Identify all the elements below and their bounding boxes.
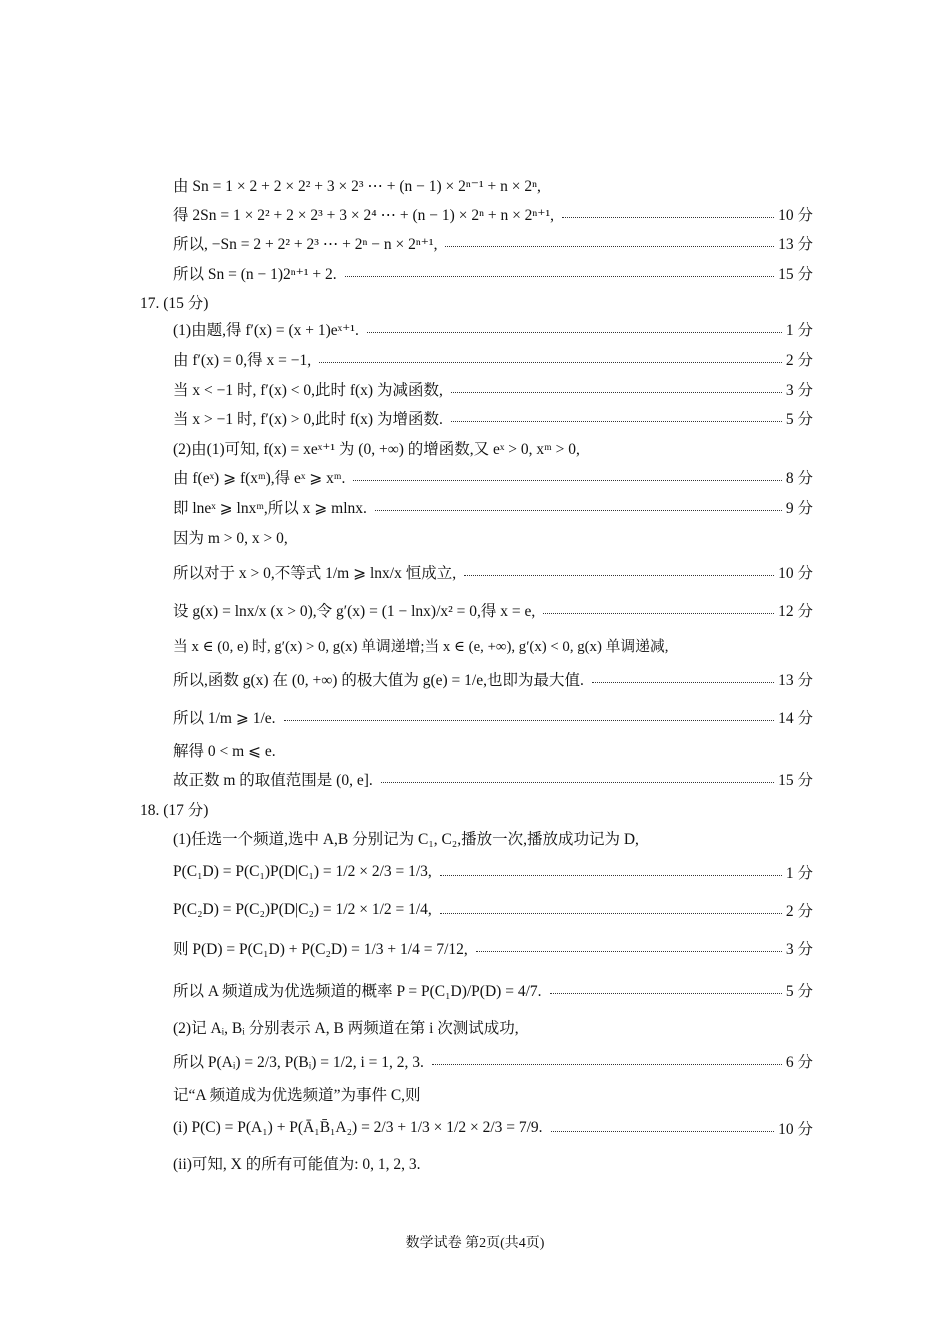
solution-line xyxy=(173,1111,813,1145)
solution-line xyxy=(173,376,813,402)
solution-line xyxy=(173,172,813,198)
score-label: 6 分 xyxy=(785,1054,813,1071)
score-label: 3 分 xyxy=(785,941,813,958)
line-text: 所以,函数 g(x) 在 (0, +∞) 的极大值为 g(e) = 1/e,也即为最大值. xyxy=(173,672,584,689)
score-label: 14 分 xyxy=(778,710,813,727)
dot-leader xyxy=(284,720,775,721)
line-text: 所以 A 频道成为优选频道的概率 P = P(C₁D)/P(D) = 4/7. xyxy=(173,983,542,1000)
solution-line xyxy=(173,201,813,227)
line-text: 当 x < −1 时, f′(x) < 0,此时 f(x) 为减函数, xyxy=(173,382,443,399)
line-text: 由 Sn = 1 × 2 + 2 × 2² + 3 × 2³ ⋯ + (n − 1) × 2ⁿ⁻¹ + n × 2ⁿ, xyxy=(173,178,541,195)
question-number: 17. (15 分) xyxy=(140,295,209,312)
solution-line xyxy=(173,464,813,490)
score-label: 13 分 xyxy=(778,672,813,689)
line-text: 由 f′(x) = 0,得 x = −1, xyxy=(173,352,312,369)
solution-line xyxy=(173,825,813,851)
solution-line xyxy=(173,893,813,927)
score-label: 15 分 xyxy=(778,266,813,283)
line-text: 所以 P(Aᵢ) = 2/3, P(Bᵢ) = 1/2, i = 1, 2, 3. xyxy=(173,1054,424,1071)
line-text: 记“A 频道成为优选频道”为事件 C,则 xyxy=(173,1087,421,1104)
score-label: 15 分 xyxy=(778,772,813,789)
dot-leader xyxy=(440,913,782,914)
score-label: 13 分 xyxy=(778,236,813,253)
solution-line xyxy=(173,346,813,372)
solution-line xyxy=(173,1014,813,1040)
dot-leader xyxy=(367,332,782,333)
score-label: 12 分 xyxy=(778,603,813,620)
solution-line xyxy=(173,632,813,658)
score-label: 10 分 xyxy=(778,207,813,224)
score-label: 1 分 xyxy=(785,865,813,882)
line-text: 所以, −Sn = 2 + 2² + 2³ ⋯ + 2ⁿ − n × 2ⁿ⁺¹, xyxy=(173,236,438,253)
dot-leader xyxy=(562,217,774,218)
solution-line xyxy=(173,662,813,696)
dot-leader xyxy=(476,951,782,952)
dot-leader xyxy=(432,1064,782,1065)
solution-line xyxy=(173,1081,813,1107)
score-label: 10 分 xyxy=(778,1121,813,1138)
solution-line xyxy=(173,855,813,889)
solution-line xyxy=(173,766,813,792)
score-label: 5 分 xyxy=(785,411,813,428)
score-label: 10 分 xyxy=(778,565,813,582)
solution-line xyxy=(173,405,813,431)
dot-leader xyxy=(440,875,782,876)
line-text: P(C₂D) = P(C₂)P(D|C₂) = 1/2 × 1/2 = 1/4, xyxy=(173,901,432,918)
dot-leader xyxy=(375,510,782,511)
dot-leader xyxy=(451,392,782,393)
line-text: 即 lneˣ ⩾ lnxᵐ,所以 x ⩾ mlnx. xyxy=(173,500,367,517)
dot-leader xyxy=(551,1131,775,1132)
line-text: 解得 0 < m ⩽ e. xyxy=(173,743,276,760)
line-text: (2)由(1)可知, f(x) = xeˣ⁺¹ 为 (0, +∞) 的增函数,又 eˣ > 0, xᵐ > 0, xyxy=(173,441,580,458)
dot-leader xyxy=(464,575,774,576)
dot-leader xyxy=(381,782,774,783)
line-text: 由 f(eˣ) ⩾ f(xᵐ),得 eˣ ⩾ xᵐ. xyxy=(173,470,346,487)
solution-line xyxy=(173,737,813,763)
line-text: 故正数 m 的取值范围是 (0, e]. xyxy=(173,772,373,789)
solution-line xyxy=(173,931,813,965)
solution-line xyxy=(173,1044,813,1078)
dot-leader xyxy=(550,993,782,994)
score-label: 9 分 xyxy=(785,500,813,517)
line-text: 则 P(D) = P(C₁D) + P(C₂D) = 1/3 + 1/4 = 7/12, xyxy=(173,941,468,958)
solution-line xyxy=(173,316,813,342)
line-text: 得 2Sn = 1 × 2² + 2 × 2³ + 3 × 2⁴ ⋯ + (n − 1) × 2ⁿ + n × 2ⁿ⁺¹, xyxy=(173,207,555,224)
dot-leader xyxy=(345,276,774,277)
line-text: 当 x ∈ (0, e) 时, g′(x) > 0, g(x) 单调递增;当 x ∈ (e, +∞), g′(x) < 0, g(x) 单调递减, xyxy=(173,638,669,655)
score-label: 8 分 xyxy=(785,470,813,487)
score-label: 1 分 xyxy=(785,322,813,339)
line-text: 所以 Sn = (n − 1)2ⁿ⁺¹ + 2. xyxy=(173,266,337,283)
line-text: P(C₁D) = P(C₁)P(D|C₁) = 1/2 × 2/3 = 1/3, xyxy=(173,863,432,880)
score-label: 3 分 xyxy=(785,382,813,399)
dot-leader xyxy=(592,682,774,683)
line-text: (1)任选一个频道,选中 A,B 分别记为 C₁, C₂,播放一次,播放成功记为 D, xyxy=(173,831,639,848)
solution-line xyxy=(173,1150,813,1176)
score-label: 2 分 xyxy=(785,903,813,920)
dot-leader xyxy=(353,480,782,481)
solution-line xyxy=(173,435,813,461)
solution-line xyxy=(173,260,813,286)
solution-line xyxy=(173,494,813,520)
question-heading xyxy=(140,796,780,822)
dot-leader xyxy=(451,421,782,422)
line-text: 因为 m > 0, x > 0, xyxy=(173,530,288,547)
page-footer: 数学试卷 第2页(共4页) xyxy=(405,1236,545,1251)
line-text: (2)记 Aᵢ, Bᵢ 分别表示 A, B 两频道在第 i 次测试成功, xyxy=(173,1020,519,1037)
solution-line xyxy=(173,700,813,734)
line-text: 当 x > −1 时, f′(x) > 0,此时 f(x) 为增函数. xyxy=(173,411,443,428)
question-heading xyxy=(140,289,780,315)
score-label: 5 分 xyxy=(785,983,813,1000)
line-text: (1)由题,得 f′(x) = (x + 1)eˣ⁺¹. xyxy=(173,322,359,339)
solution-line xyxy=(173,593,813,627)
line-text: 设 g(x) = lnx/x (x > 0),令 g′(x) = (1 − lnx)/x² = 0,得 x = e, xyxy=(173,603,536,620)
line-text: 所以 1/m ⩾ 1/e. xyxy=(173,710,276,727)
score-label: 2 分 xyxy=(785,352,813,369)
solution-line xyxy=(173,230,813,256)
dot-leader xyxy=(319,362,782,363)
question-number: 18. (17 分) xyxy=(140,802,209,819)
solution-line xyxy=(173,524,813,550)
line-text: (i) P(C) = P(A₁) + P(Ā₁B̄₁A₂) = 2/3 + 1/3 × 1/2 × 2/3 = 7/9. xyxy=(173,1119,543,1136)
solution-line xyxy=(173,555,813,589)
line-text: 所以对于 x > 0,不等式 1/m ⩾ lnx/x 恒成立, xyxy=(173,565,457,582)
dot-leader xyxy=(543,613,774,614)
solution-line xyxy=(173,972,813,1008)
dot-leader xyxy=(445,246,774,247)
line-text: (ii)可知, X 的所有可能值为: 0, 1, 2, 3. xyxy=(173,1156,421,1173)
